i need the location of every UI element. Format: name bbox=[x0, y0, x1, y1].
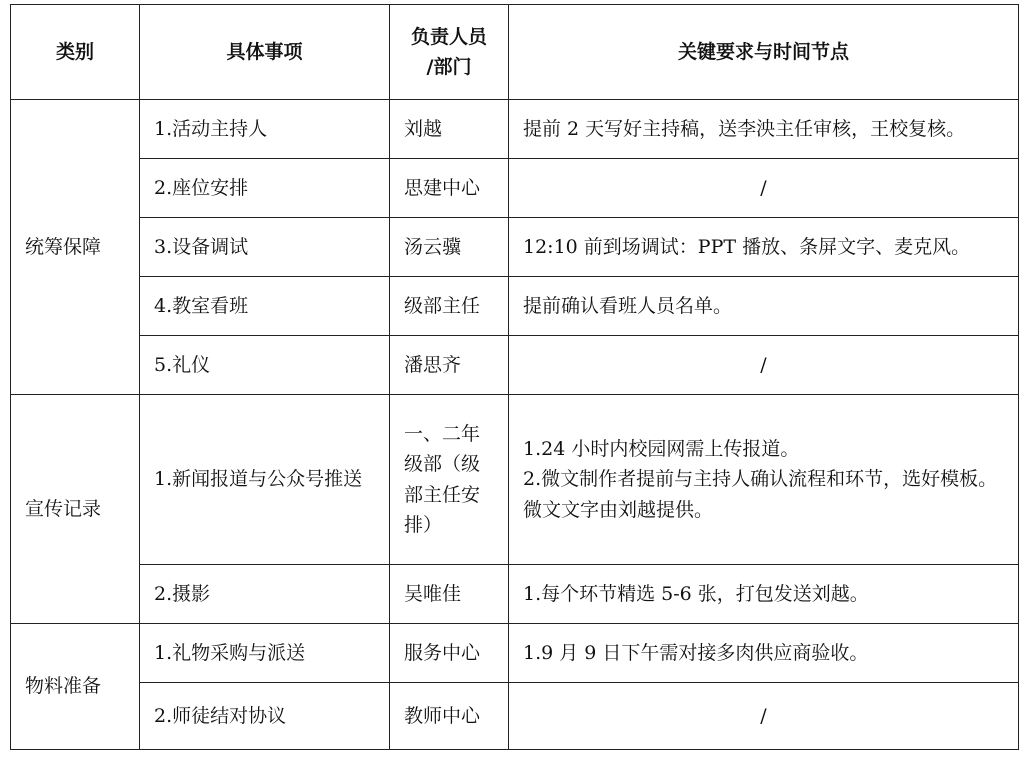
category-cell: 宣传记录 bbox=[11, 395, 140, 624]
header-requirement: 关键要求与时间节点 bbox=[509, 5, 1019, 100]
owner-cell: 刘越 bbox=[390, 100, 509, 159]
item-cell: 2.摄影 bbox=[140, 565, 390, 624]
owner-cell: 教师中心 bbox=[390, 683, 509, 750]
item-cell: 1.活动主持人 bbox=[140, 100, 390, 159]
table-row bbox=[11, 624, 1019, 683]
item-cell: 2.师徒结对协议 bbox=[140, 683, 390, 750]
header-owner-line2: /部门 bbox=[426, 56, 472, 78]
header-category: 类别 bbox=[11, 5, 140, 100]
table-row bbox=[11, 218, 1019, 277]
owner-cell: 服务中心 bbox=[390, 624, 509, 683]
item-cell: 3.设备调试 bbox=[140, 218, 390, 277]
owner-cell: 思建中心 bbox=[390, 159, 509, 218]
item-cell: 5.礼仪 bbox=[140, 336, 390, 395]
owner-cell: 汤云骥 bbox=[390, 218, 509, 277]
header-row bbox=[11, 5, 1019, 100]
requirement-line: 1.24 小时内校园网需上传报道。 bbox=[523, 437, 800, 460]
task-table bbox=[10, 4, 1019, 750]
requirement-cell: / bbox=[509, 336, 1019, 395]
owner-cell: 吴唯佳 bbox=[390, 565, 509, 624]
header-owner bbox=[390, 5, 509, 100]
requirement-cell: 提前确认看班人员名单。 bbox=[509, 277, 1019, 336]
item-cell: 1.新闻报道与公众号推送 bbox=[140, 395, 390, 565]
item-cell: 4.教室看班 bbox=[140, 277, 390, 336]
requirement-cell: 1.9 月 9 日下午需对接多肉供应商验收。 bbox=[509, 624, 1019, 683]
owner-cell: 级部主任 bbox=[390, 277, 509, 336]
requirement-line: 2.微文制作者提前与主持人确认流程和环节，选好模板。微文文字由刘越提供。 bbox=[523, 468, 998, 521]
table-row bbox=[11, 395, 1019, 565]
requirement-cell: 提前 2 天写好主持稿，送李泱主任审核，王校复核。 bbox=[509, 100, 1019, 159]
requirement-cell: / bbox=[509, 159, 1019, 218]
owner-cell: 一、二年级部（级部主任安排） bbox=[390, 395, 509, 565]
item-cell: 1.礼物采购与派送 bbox=[140, 624, 390, 683]
requirement-cell: / bbox=[509, 683, 1019, 750]
category-cell: 物料准备 bbox=[11, 624, 140, 750]
table-row bbox=[11, 683, 1019, 750]
table-row bbox=[11, 565, 1019, 624]
header-item: 具体事项 bbox=[140, 5, 390, 100]
table-row bbox=[11, 100, 1019, 159]
header-owner-line1: 负责人员 bbox=[410, 25, 487, 48]
owner-cell: 潘思齐 bbox=[390, 336, 509, 395]
table-row bbox=[11, 336, 1019, 395]
table-row bbox=[11, 277, 1019, 336]
requirement-cell: 1.每个环节精选 5-6 张，打包发送刘越。 bbox=[509, 565, 1019, 624]
requirement-cell bbox=[509, 395, 1019, 565]
category-cell: 统筹保障 bbox=[11, 100, 140, 395]
requirement-cell: 12:10 前到场调试：PPT 播放、条屏文字、麦克风。 bbox=[509, 218, 1019, 277]
item-cell: 2.座位安排 bbox=[140, 159, 390, 218]
table-row bbox=[11, 159, 1019, 218]
